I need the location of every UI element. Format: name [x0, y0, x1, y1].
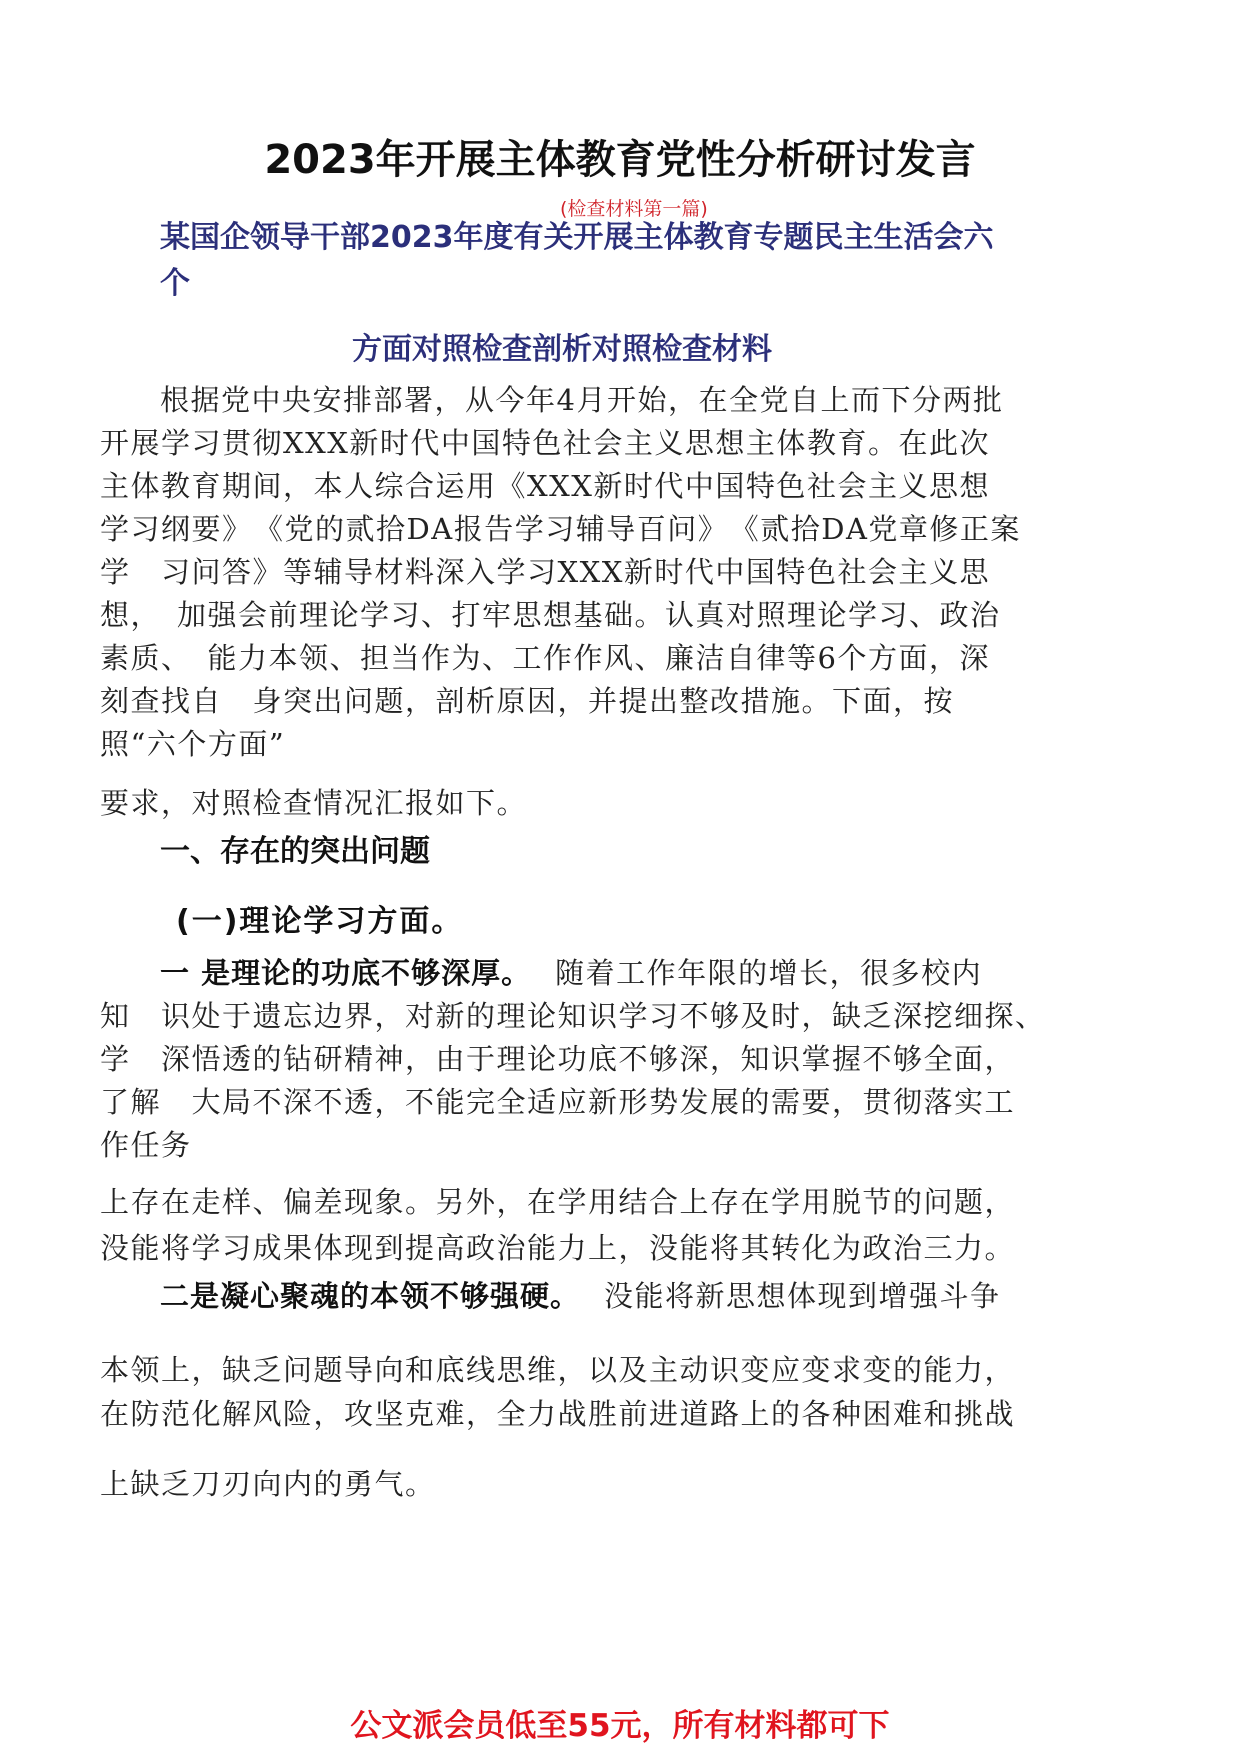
section-heading: 一、存在的突出问题	[160, 834, 430, 869]
paragraph-2-line: 在防范化解风险，攻坚克难，全力战胜前进道路上的各种困难和挑战	[100, 1397, 1016, 1431]
subtitle-line-1: 某国企领导干部2023年度有关开展主体教育专题民主生活会六	[160, 220, 994, 255]
intro-line: 学 习问答》等辅导材料深入学习XXX新时代中国特色社会主义思	[100, 555, 990, 589]
paragraph-2-lead: 二是凝心聚魂的本领不够强硬。	[160, 1279, 581, 1313]
intro-line: 照“六个方面”	[100, 727, 286, 761]
intro-line: 主体教育期间，本人综合运用《XXX新时代中国特色社会主义思想	[100, 469, 990, 503]
paragraph-2-first-line	[160, 1274, 1001, 1315]
paragraph-1-line: 了解 大局不深不透，不能完全适应新形势发展的需要，贯彻落实工	[100, 1085, 1016, 1119]
document-note: (检查材料第一篇)	[560, 198, 708, 220]
paragraph-1-line: 上存在走样、偏差现象。另外，在学用结合上存在学用脱节的问题，	[100, 1185, 1016, 1219]
subtitle-line-2: 个	[160, 266, 190, 301]
paragraph-1-lead: 一 是理论的功底不够深厚。	[160, 956, 532, 990]
subsection-heading: (一)理论学习方面。	[176, 904, 464, 939]
paragraph-1-line: 学 深悟透的钻研精神，由于理论功底不够深，知识掌握不够全面，	[100, 1042, 1016, 1076]
paragraph-2-line: 本领上，缺乏问题导向和底线思维，以及主动识变应变求变的能力，	[100, 1353, 1016, 1387]
intro-line: 根据党中央安排部署，从今年4月开始，在全党自上而下分两批	[160, 383, 1004, 417]
intro-line: 要求，对照检查情况汇报如下。	[100, 786, 528, 820]
paragraph-1-text: 随着工作年限的增长，很多校内	[555, 956, 983, 990]
paragraph-1-first-line	[160, 951, 982, 992]
intro-line: 学习纲要》 《党的贰拾DA报告学习辅导百问》 《贰拾DA党章修正案	[100, 512, 1021, 546]
paragraph-2-text: 没能将新思想体现到增强斗争	[604, 1279, 1001, 1313]
document-title: 2023年开展主体教育党性分析研讨发言	[264, 137, 976, 183]
intro-line: 开展学习贯彻XXX新时代中国特色社会主义思想主体教育。在此次	[100, 426, 990, 460]
paragraph-1-line: 没能将学习成果体现到提高政治能力上，没能将其转化为政治三力。	[100, 1231, 1016, 1265]
intro-line: 刻查找自 身突出问题，剖析原因，并提出整改措施。下面，按	[100, 684, 955, 718]
intro-line: 素质、 能力本领、担当作为、工作作风、廉洁自律等6个方面，深	[100, 641, 990, 675]
promo-footer: 公文派会员低至55元，所有材料都可下	[350, 1708, 890, 1744]
subtitle-line-3: 方面对照检查剖析对照检查材料	[352, 332, 772, 367]
paragraph-2-line: 上缺乏刀刃向内的勇气。	[100, 1467, 436, 1501]
paragraph-1-line: 作任务	[100, 1128, 192, 1162]
paragraph-1-line: 知 识处于遗忘边界，对新的理论知识学习不够及时，缺乏深挖细探、	[100, 999, 1046, 1033]
intro-line: 想， 加强会前理论学习、打牢思想基础。认真对照理论学习、政治	[100, 598, 1001, 632]
